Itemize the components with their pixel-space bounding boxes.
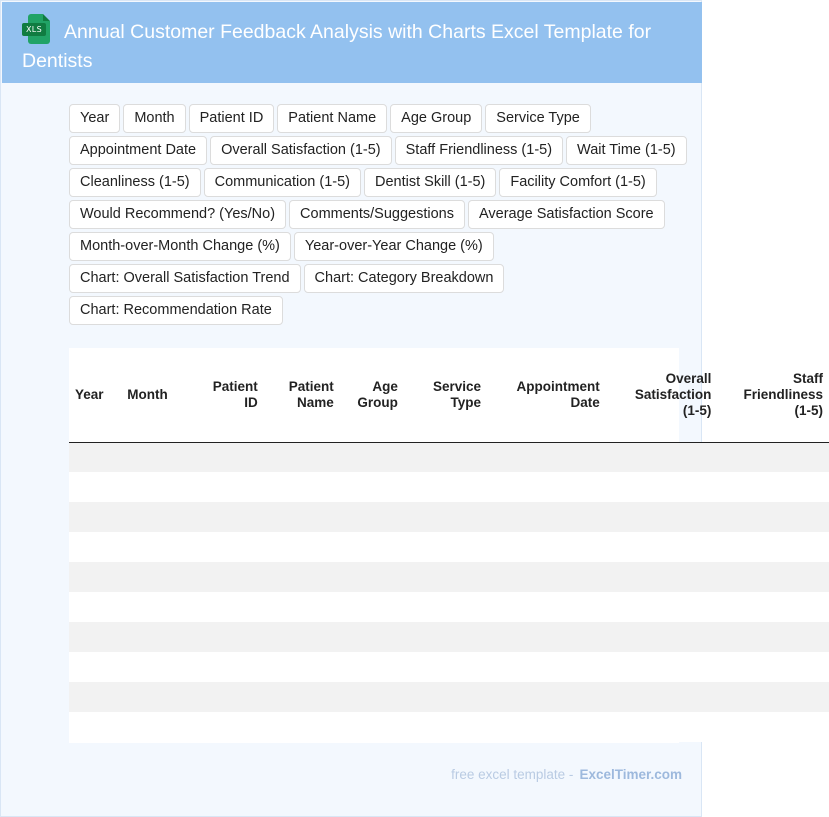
table-header-row	[69, 348, 829, 442]
table-cell[interactable]	[606, 682, 718, 712]
table-cell[interactable]	[69, 472, 121, 502]
column-header-text: Date	[570, 394, 600, 410]
field-chip[interactable]: Facility Comfort (1-5)	[499, 168, 656, 197]
field-chip[interactable]: Staff Friendliness (1-5)	[395, 136, 563, 165]
table-cell[interactable]	[69, 622, 121, 652]
field-chip[interactable]: Year	[69, 104, 120, 133]
table-cell[interactable]	[264, 442, 340, 472]
field-chip[interactable]: Communication (1-5)	[204, 168, 361, 197]
table-cell[interactable]	[606, 532, 718, 562]
table-cell[interactable]	[264, 562, 340, 592]
field-chip[interactable]: Appointment Date	[69, 136, 207, 165]
field-chip[interactable]: Chart: Category Breakdown	[304, 264, 505, 293]
table-cell[interactable]	[404, 472, 487, 502]
footer-text: free excel template -	[451, 767, 574, 782]
table-row	[69, 682, 829, 712]
column-header-text: Staff	[793, 370, 823, 386]
table-cell[interactable]	[264, 532, 340, 562]
table-cell[interactable]	[487, 622, 606, 652]
table-cell[interactable]	[195, 682, 264, 712]
table-cell[interactable]	[717, 652, 829, 682]
table-row	[69, 472, 829, 502]
table-row	[69, 652, 829, 682]
table-cell[interactable]	[264, 502, 340, 532]
table-cell[interactable]	[195, 532, 264, 562]
table-cell[interactable]	[487, 592, 606, 622]
table-cell[interactable]	[340, 592, 404, 622]
column-header-text: Month	[127, 386, 168, 402]
table-cell[interactable]	[717, 622, 829, 652]
table-cell[interactable]	[340, 682, 404, 712]
table-cell[interactable]	[195, 592, 264, 622]
table-cell[interactable]	[340, 502, 404, 532]
table-cell[interactable]	[404, 712, 487, 742]
table-cell[interactable]	[404, 622, 487, 652]
table-cell[interactable]	[606, 562, 718, 592]
table-row	[69, 532, 829, 562]
table-cell[interactable]	[404, 532, 487, 562]
table-cell[interactable]	[404, 682, 487, 712]
column-header-text: Name	[296, 394, 334, 410]
column-header	[404, 348, 487, 442]
column-header-text: Age	[372, 378, 398, 394]
table-cell[interactable]	[69, 682, 121, 712]
page-header	[2, 2, 702, 83]
field-chip[interactable]: Month	[123, 104, 185, 133]
table-cell[interactable]	[606, 652, 718, 682]
table-cell[interactable]	[264, 622, 340, 652]
table-cell[interactable]	[340, 442, 404, 472]
table-cell[interactable]	[340, 712, 404, 742]
field-list	[69, 104, 703, 325]
table-cell[interactable]	[121, 712, 195, 742]
table-row	[69, 622, 829, 652]
excel-file-icon-label: XLS	[22, 23, 46, 36]
table-cell[interactable]	[195, 622, 264, 652]
table-cell[interactable]	[264, 682, 340, 712]
field-chip[interactable]: Age Group	[390, 104, 482, 133]
table-cell[interactable]	[69, 502, 121, 532]
table-row	[69, 712, 829, 742]
column-header-text: Service	[432, 378, 481, 394]
table-cell[interactable]	[717, 682, 829, 712]
table-cell[interactable]	[69, 592, 121, 622]
table-cell[interactable]	[69, 562, 121, 592]
table-cell[interactable]	[121, 622, 195, 652]
column-header-text: Group	[357, 394, 398, 410]
table-cell[interactable]	[69, 532, 121, 562]
column-header	[487, 348, 606, 442]
table-cell[interactable]	[487, 652, 606, 682]
excel-file-icon	[22, 14, 50, 44]
table-cell[interactable]	[195, 472, 264, 502]
table-cell[interactable]	[606, 592, 718, 622]
column-header	[606, 348, 718, 442]
table-cell[interactable]	[195, 442, 264, 472]
table-cell[interactable]	[121, 592, 195, 622]
column-header	[264, 348, 340, 442]
table-cell[interactable]	[404, 592, 487, 622]
field-chip[interactable]: Service Type	[485, 104, 591, 133]
table-cell[interactable]	[195, 502, 264, 532]
table-cell[interactable]	[717, 562, 829, 592]
table-cell[interactable]	[340, 622, 404, 652]
column-header-text: Friendliness	[743, 386, 823, 402]
column-header	[717, 348, 829, 442]
field-chip[interactable]: Comments/Suggestions	[289, 200, 465, 229]
field-chip[interactable]: Wait Time (1-5)	[566, 136, 687, 165]
table-cell[interactable]	[195, 562, 264, 592]
column-header-text: (1-5)	[682, 402, 712, 418]
table-cell[interactable]	[606, 622, 718, 652]
table-cell[interactable]	[195, 712, 264, 742]
table-row	[69, 592, 829, 622]
column-header	[340, 348, 404, 442]
field-chip[interactable]: Dentist Skill (1-5)	[364, 168, 496, 197]
column-header-text: Year	[75, 386, 104, 402]
table-cell[interactable]	[69, 652, 121, 682]
table-cell[interactable]	[121, 652, 195, 682]
table-cell[interactable]	[606, 502, 718, 532]
field-chip[interactable]: Would Recommend? (Yes/No)	[69, 200, 286, 229]
column-header-text: (1-5)	[794, 402, 823, 418]
table-cell[interactable]	[340, 562, 404, 592]
table-cell[interactable]	[487, 502, 606, 532]
field-chip[interactable]: Chart: Recommendation Rate	[69, 296, 283, 325]
column-header-text: Overall	[665, 370, 712, 386]
table-cell[interactable]	[121, 532, 195, 562]
table-cell[interactable]	[121, 562, 195, 592]
table-cell[interactable]	[195, 652, 264, 682]
table-cell[interactable]	[717, 472, 829, 502]
table-cell[interactable]	[487, 682, 606, 712]
column-header	[195, 348, 264, 442]
table-cell[interactable]	[404, 562, 487, 592]
table-cell[interactable]	[717, 532, 829, 562]
footer	[1, 767, 682, 782]
table-cell[interactable]	[121, 472, 195, 502]
table-cell[interactable]	[606, 442, 718, 472]
table-cell[interactable]	[404, 502, 487, 532]
field-chip[interactable]: Cleanliness (1-5)	[69, 168, 201, 197]
table-cell[interactable]	[264, 592, 340, 622]
column-header	[121, 348, 195, 442]
table-cell[interactable]	[487, 532, 606, 562]
table-cell[interactable]	[121, 502, 195, 532]
table-cell[interactable]	[404, 652, 487, 682]
table-cell[interactable]	[69, 712, 121, 742]
table-cell[interactable]	[717, 712, 829, 742]
column-header-text: Patient	[288, 378, 334, 394]
column-header-text: Appointment	[516, 378, 600, 394]
column-header-text: Patient	[212, 378, 258, 394]
table-cell[interactable]	[340, 472, 404, 502]
field-chip[interactable]: Chart: Overall Satisfaction Trend	[69, 264, 301, 293]
table-row	[69, 502, 829, 532]
table-cell[interactable]	[404, 442, 487, 472]
table-row	[69, 442, 829, 472]
table-cell[interactable]	[717, 592, 829, 622]
field-chip[interactable]: Overall Satisfaction (1-5)	[210, 136, 392, 165]
page-title: Annual Customer Feedback Analysis with Charts Excel Template for Dentists	[22, 21, 652, 72]
field-chip[interactable]: Year-over-Year Change (%)	[294, 232, 494, 261]
table-row	[69, 562, 829, 592]
template-table	[69, 348, 823, 743]
table-cell[interactable]	[487, 712, 606, 742]
table-cell[interactable]	[121, 442, 195, 472]
table-cell[interactable]	[487, 442, 606, 472]
table-cell[interactable]	[717, 502, 829, 532]
column-header-text: Satisfaction	[634, 386, 712, 402]
table-cell[interactable]	[264, 472, 340, 502]
table-cell[interactable]	[606, 712, 718, 742]
table-cell[interactable]	[717, 442, 829, 472]
table-cell[interactable]	[264, 712, 340, 742]
field-chip[interactable]: Average Satisfaction Score	[468, 200, 665, 229]
field-chip[interactable]: Patient ID	[189, 104, 275, 133]
table-cell[interactable]	[487, 562, 606, 592]
table-body	[69, 442, 829, 742]
table-cell[interactable]	[121, 682, 195, 712]
column-header-text: Type	[450, 394, 481, 410]
column-header-text: ID	[244, 394, 258, 410]
table-cell[interactable]	[487, 472, 606, 502]
field-chip[interactable]: Month-over-Month Change (%)	[69, 232, 291, 261]
table-cell[interactable]	[264, 652, 340, 682]
field-chip[interactable]: Patient Name	[277, 104, 387, 133]
table-cell[interactable]	[606, 472, 718, 502]
footer-brand-link[interactable]: ExcelTimer.com	[579, 767, 682, 782]
column-header	[69, 348, 121, 442]
table-cell[interactable]	[340, 532, 404, 562]
table-cell[interactable]	[340, 652, 404, 682]
table-cell[interactable]	[69, 442, 121, 472]
